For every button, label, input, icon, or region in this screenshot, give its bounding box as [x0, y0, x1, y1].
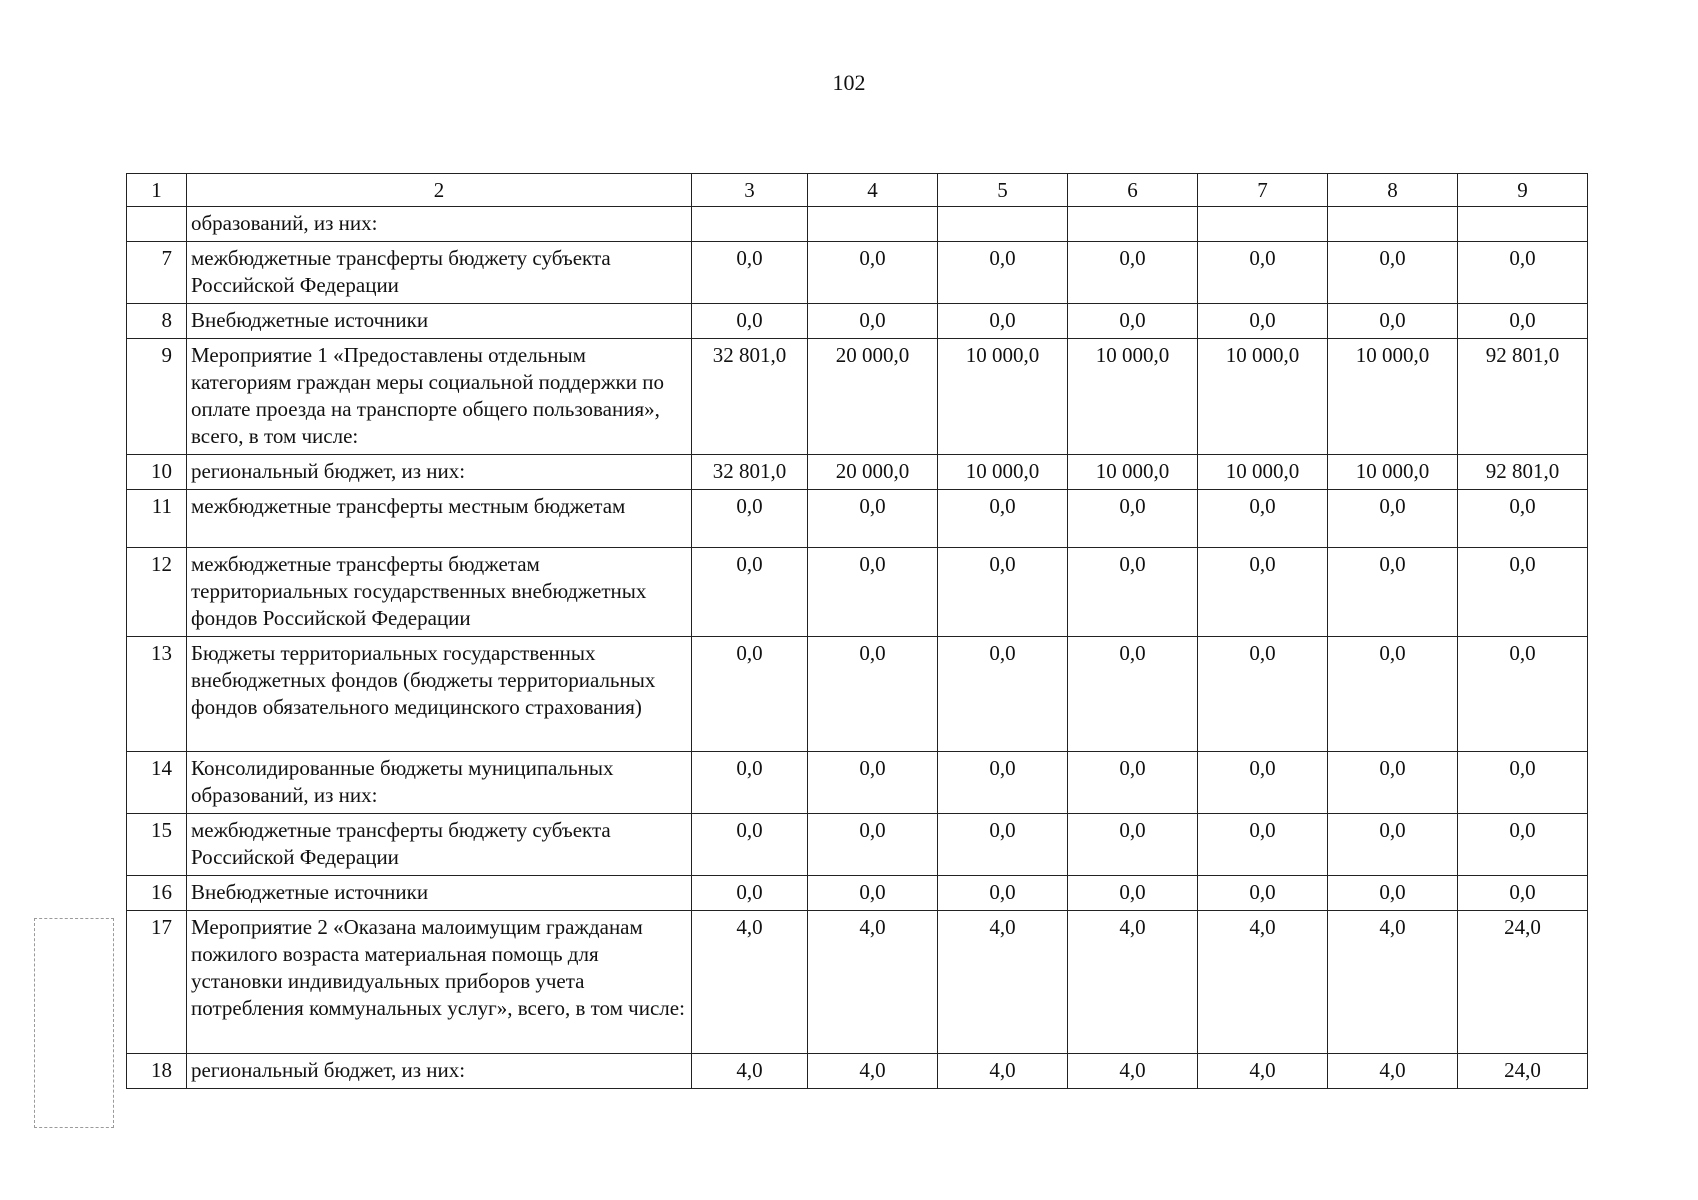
- value-cell: 4,0: [808, 1054, 938, 1089]
- value-cell: 0,0: [1458, 876, 1588, 911]
- value-cell: 10 000,0: [1198, 455, 1328, 490]
- value-cell: 0,0: [938, 242, 1068, 304]
- value-cell: 0,0: [1198, 548, 1328, 637]
- row-number-cell: 18: [127, 1054, 187, 1089]
- value-cell: 4,0: [1068, 1054, 1198, 1089]
- row-number-cell: 11: [127, 490, 187, 548]
- value-cell: 4,0: [938, 911, 1068, 1054]
- value-cell: 0,0: [1198, 752, 1328, 814]
- table-row: [127, 548, 1588, 637]
- value-cell: 0,0: [1328, 814, 1458, 876]
- value-cell: 0,0: [938, 490, 1068, 548]
- value-cell: 0,0: [938, 814, 1068, 876]
- row-number-cell: 15: [127, 814, 187, 876]
- value-cell: 0,0: [1328, 304, 1458, 339]
- value-cell: 0,0: [1328, 752, 1458, 814]
- table-row: [127, 490, 1588, 548]
- value-cell: 0,0: [1198, 876, 1328, 911]
- header-cell: 4: [808, 174, 938, 207]
- value-cell: 0,0: [692, 304, 808, 339]
- table-row: [127, 242, 1588, 304]
- value-cell: [1068, 207, 1198, 242]
- value-cell: 0,0: [692, 490, 808, 548]
- header-cell: 2: [187, 174, 692, 207]
- value-cell: 0,0: [1068, 637, 1198, 752]
- value-cell: 0,0: [808, 242, 938, 304]
- row-description-cell: Мероприятие 2 «Оказана малоимущим гражданам пожилого возраста материальная помощь для установки индивидуальных приборов учета потребления коммунальных услуг», всего, в том числе:: [187, 911, 692, 1054]
- value-cell: 0,0: [808, 814, 938, 876]
- row-description-cell: Внебюджетные источники: [187, 304, 692, 339]
- value-cell: 10 000,0: [1068, 339, 1198, 455]
- header-cell: 8: [1328, 174, 1458, 207]
- value-cell: 20 000,0: [808, 455, 938, 490]
- value-cell: 0,0: [808, 304, 938, 339]
- table-row: [127, 876, 1588, 911]
- row-description-cell: Внебюджетные источники: [187, 876, 692, 911]
- value-cell: 24,0: [1458, 911, 1588, 1054]
- value-cell: 0,0: [1458, 304, 1588, 339]
- value-cell: 10 000,0: [938, 339, 1068, 455]
- value-cell: 4,0: [808, 911, 938, 1054]
- value-cell: 0,0: [1198, 242, 1328, 304]
- row-description-cell: Мероприятие 1 «Предоставлены отдельным категориям граждан меры социальной поддержки по оплате проезда на транспорте общего пользования», всего, в том числе:: [187, 339, 692, 455]
- value-cell: 4,0: [938, 1054, 1068, 1089]
- value-cell: 4,0: [1198, 911, 1328, 1054]
- row-description-cell: межбюджетные трансферты местным бюджетам: [187, 490, 692, 548]
- value-cell: 92 801,0: [1458, 455, 1588, 490]
- value-cell: 0,0: [1198, 490, 1328, 548]
- value-cell: 0,0: [938, 548, 1068, 637]
- value-cell: 0,0: [1458, 637, 1588, 752]
- page-number: 102: [832, 70, 866, 95]
- value-cell: 0,0: [1458, 752, 1588, 814]
- row-description-cell: Бюджеты территориальных государственных внебюджетных фондов (бюджеты территориальных фондов обязательного медицинского страхования): [187, 637, 692, 752]
- value-cell: 4,0: [1328, 911, 1458, 1054]
- value-cell: 10 000,0: [1328, 339, 1458, 455]
- table-row: [127, 207, 1588, 242]
- header-cell: 3: [692, 174, 808, 207]
- value-cell: 0,0: [692, 752, 808, 814]
- value-cell: 32 801,0: [692, 339, 808, 455]
- value-cell: 0,0: [808, 876, 938, 911]
- value-cell: 4,0: [692, 1054, 808, 1089]
- row-description-cell: региональный бюджет, из них:: [187, 455, 692, 490]
- value-cell: 0,0: [1328, 876, 1458, 911]
- value-cell: 24,0: [1458, 1054, 1588, 1089]
- value-cell: 0,0: [938, 637, 1068, 752]
- row-number-cell: 12: [127, 548, 187, 637]
- value-cell: 0,0: [808, 548, 938, 637]
- value-cell: 0,0: [938, 876, 1068, 911]
- table-row: [127, 814, 1588, 876]
- row-number-cell: [127, 207, 187, 242]
- value-cell: 0,0: [1198, 637, 1328, 752]
- table-row: [127, 637, 1588, 752]
- row-number-cell: 16: [127, 876, 187, 911]
- row-number-cell: 7: [127, 242, 187, 304]
- value-cell: 0,0: [692, 242, 808, 304]
- value-cell: 0,0: [692, 876, 808, 911]
- value-cell: 4,0: [1068, 911, 1198, 1054]
- header-cell: 7: [1198, 174, 1328, 207]
- row-number-cell: 10: [127, 455, 187, 490]
- table-row: [127, 1054, 1588, 1089]
- value-cell: 32 801,0: [692, 455, 808, 490]
- value-cell: 0,0: [1198, 814, 1328, 876]
- row-number-cell: 8: [127, 304, 187, 339]
- value-cell: 4,0: [1198, 1054, 1328, 1089]
- value-cell: 0,0: [1068, 876, 1198, 911]
- row-description-cell: образований, из них:: [187, 207, 692, 242]
- value-cell: 0,0: [1328, 548, 1458, 637]
- table-row: [127, 911, 1588, 1054]
- table-row: [127, 339, 1588, 455]
- value-cell: 0,0: [808, 490, 938, 548]
- value-cell: 0,0: [1068, 814, 1198, 876]
- row-number-cell: 14: [127, 752, 187, 814]
- value-cell: 0,0: [1068, 752, 1198, 814]
- value-cell: [1458, 207, 1588, 242]
- row-description-cell: межбюджетные трансферты бюджетам территориальных государственных внебюджетных фондов Российской Федерации: [187, 548, 692, 637]
- value-cell: 0,0: [808, 637, 938, 752]
- header-cell: 9: [1458, 174, 1588, 207]
- value-cell: [1328, 207, 1458, 242]
- value-cell: 0,0: [1458, 548, 1588, 637]
- value-cell: 0,0: [1198, 304, 1328, 339]
- value-cell: 0,0: [1328, 242, 1458, 304]
- value-cell: 0,0: [1068, 242, 1198, 304]
- value-cell: [808, 207, 938, 242]
- table-row: [127, 752, 1588, 814]
- value-cell: 0,0: [1458, 490, 1588, 548]
- row-number-cell: 17: [127, 911, 187, 1054]
- value-cell: 20 000,0: [808, 339, 938, 455]
- value-cell: 0,0: [808, 752, 938, 814]
- value-cell: 0,0: [1068, 304, 1198, 339]
- row-description-cell: межбюджетные трансферты бюджету субъекта Российской Федерации: [187, 242, 692, 304]
- value-cell: 0,0: [1458, 242, 1588, 304]
- value-cell: 0,0: [692, 637, 808, 752]
- value-cell: 10 000,0: [1068, 455, 1198, 490]
- header-cell: 6: [1068, 174, 1198, 207]
- value-cell: 10 000,0: [938, 455, 1068, 490]
- table-row: [127, 455, 1588, 490]
- value-cell: 10 000,0: [1198, 339, 1328, 455]
- stamp-watermark: [34, 918, 114, 1128]
- value-cell: 0,0: [692, 814, 808, 876]
- value-cell: 0,0: [1068, 548, 1198, 637]
- value-cell: 4,0: [1328, 1054, 1458, 1089]
- value-cell: 0,0: [1068, 490, 1198, 548]
- header-cell: 1: [127, 174, 187, 207]
- table-header-row: [127, 174, 1588, 207]
- row-description-cell: региональный бюджет, из них:: [187, 1054, 692, 1089]
- table-row: [127, 304, 1588, 339]
- value-cell: [1198, 207, 1328, 242]
- value-cell: [692, 207, 808, 242]
- value-cell: 4,0: [692, 911, 808, 1054]
- table-body: [127, 174, 1588, 1089]
- header-cell: 5: [938, 174, 1068, 207]
- value-cell: [938, 207, 1068, 242]
- budget-table: [126, 173, 1588, 1089]
- value-cell: 0,0: [1458, 814, 1588, 876]
- row-description-cell: межбюджетные трансферты бюджету субъекта Российской Федерации: [187, 814, 692, 876]
- row-number-cell: 13: [127, 637, 187, 752]
- value-cell: 0,0: [1328, 490, 1458, 548]
- value-cell: 0,0: [938, 752, 1068, 814]
- value-cell: 0,0: [692, 548, 808, 637]
- value-cell: 0,0: [1328, 637, 1458, 752]
- value-cell: 0,0: [938, 304, 1068, 339]
- row-number-cell: 9: [127, 339, 187, 455]
- row-description-cell: Консолидированные бюджеты муниципальных образований, из них:: [187, 752, 692, 814]
- value-cell: 92 801,0: [1458, 339, 1588, 455]
- value-cell: 10 000,0: [1328, 455, 1458, 490]
